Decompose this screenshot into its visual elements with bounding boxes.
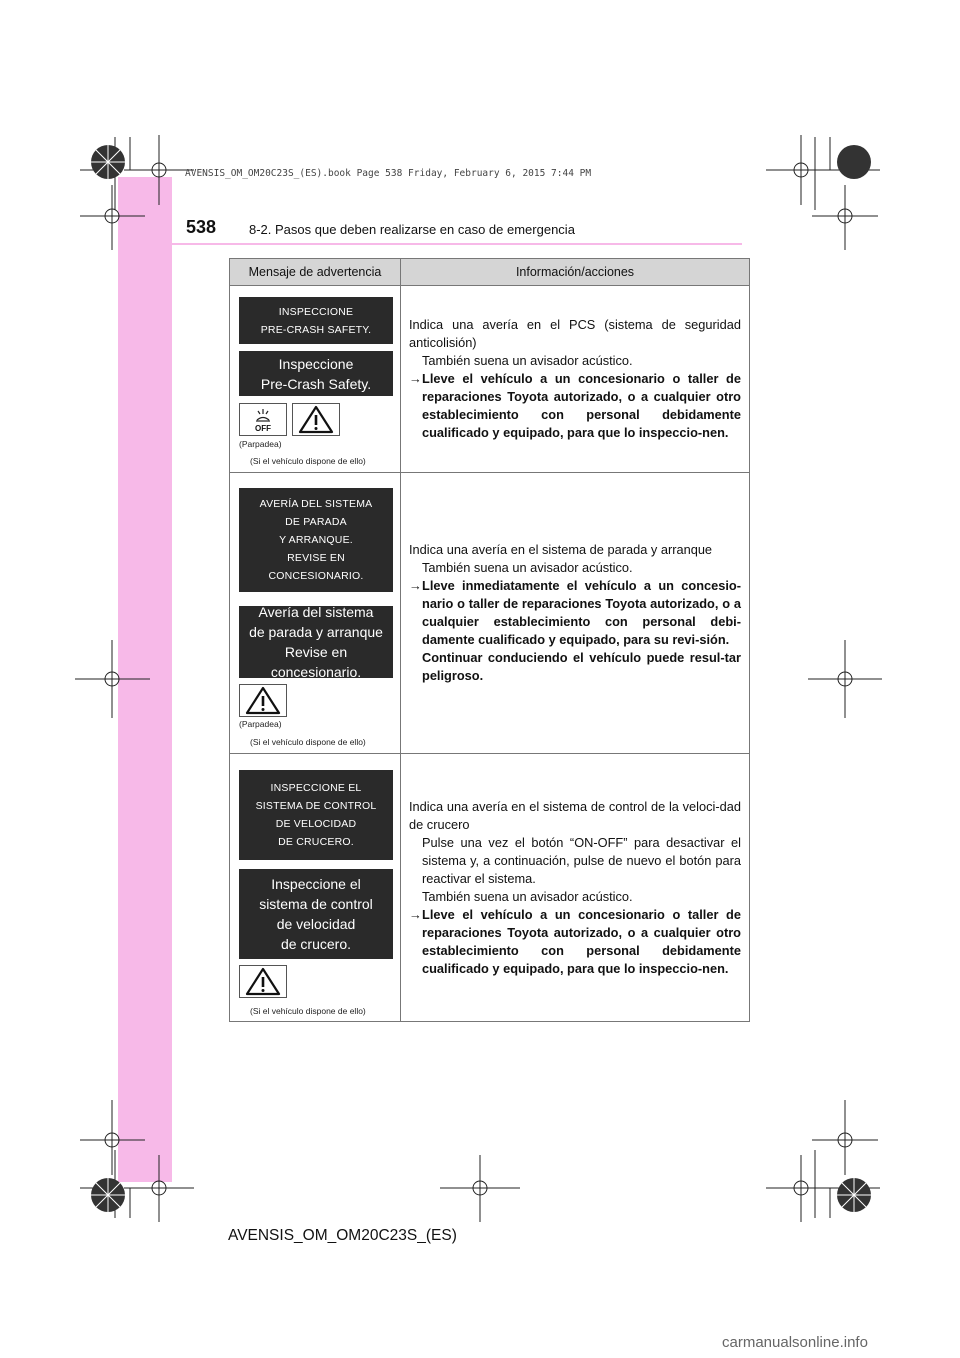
press-text: Pulse una vez el botón “ON-OFF” para desactivar el sistema y, a continuación, pulse de nuevo el botón para reactivar el sistema.	[422, 834, 741, 886]
equipped-note: (Si el vehículo dispone de ello)	[250, 456, 366, 466]
pcs-off-icon	[239, 403, 287, 436]
svg-text:OFF: OFF	[255, 424, 271, 433]
col-header-warning: Mensaje de advertencia	[230, 259, 401, 286]
display-message-uppercase: INSPECCIONE PRE-CRASH SAFETY.	[239, 297, 393, 344]
buzzer-text: También suena un avisador acústico.	[422, 353, 633, 368]
warning-triangle-icon	[239, 965, 287, 998]
buzzer-text: También suena un avisador acústico.	[422, 560, 633, 575]
book-info: AVENSIS_OM_OM20C23S_(ES).book Page 538 Friday, February 6, 2015 7:44 PM	[185, 168, 592, 179]
info-text: Indica una avería en el sistema de control de la veloci-dad de crucero	[409, 798, 741, 832]
arrow-icon: →	[409, 371, 422, 386]
warning-table	[229, 258, 750, 1022]
danger-text: Continuar conduciendo el vehículo puede resul-tar peligroso.	[422, 650, 741, 683]
equipped-note: (Si el vehículo dispone de ello)	[250, 737, 366, 747]
footer-code: AVENSIS_OM_OM20C23S_(ES)	[228, 1227, 457, 1244]
arrow-icon: →	[409, 906, 422, 922]
warning-triangle-icon	[239, 684, 287, 717]
blink-note: (Parpadea)	[239, 719, 282, 729]
action-text: Lleve inmediatamente el vehículo a un concesio-nario o taller de reparaciones Toyota autorizado, o a cualquier establecimiento con personal debi-damente cualificado y equipado, para su revi-sión.	[422, 578, 741, 647]
col-header-info: Información/acciones	[401, 259, 750, 286]
arrow-icon: →	[409, 578, 422, 593]
info-text: Indica una avería en el PCS (sistema de seguridad anticolisión)	[409, 317, 741, 350]
warning-triangle-icon	[292, 403, 340, 436]
table-row	[230, 473, 750, 754]
buzzer-text: También suena un avisador acústico.	[422, 888, 633, 904]
display-message-uppercase: AVERÍA DEL SISTEMA DE PARADA Y ARRANQUE. REVISE EN CONCESIONARIO.	[239, 488, 393, 592]
table-row	[230, 286, 750, 473]
equipped-note: (Si el vehículo dispone de ello)	[250, 1006, 366, 1016]
page-number: 538	[186, 217, 217, 237]
action-text: Lleve el vehículo a un concesionario o taller de reparaciones Toyota autorizado, o a cualquier otro establecimiento con personal debidamente cualificado y equipado, para que lo inspeccio-nen.	[422, 906, 741, 976]
action-text: Lleve el vehículo a un concesionario o taller de reparaciones Toyota autorizado, o a cualquier otro establecimiento con personal debidamente cualificado y equipado, para que lo inspeccio-nen.	[422, 371, 741, 440]
display-message-mid: Avería del sistema de parada y arranque Revise en concesionario.	[239, 606, 393, 678]
display-message-mid: Inspeccione el sistema de control de velocidad de crucero.	[239, 869, 393, 959]
display-message-uppercase: INSPECCIONE EL SISTEMA DE CONTROL DE VELOCIDAD DE CRUCERO.	[239, 770, 393, 860]
table-row	[230, 754, 750, 1022]
info-text: Indica una avería en el sistema de parada y arranque	[409, 542, 713, 557]
display-message-mid: Inspeccione Pre-Crash Safety.	[239, 351, 393, 396]
blink-note: (Parpadea)	[239, 439, 282, 449]
chapter-title: 8-2. Pasos que deben realizarse en caso de emergencia	[249, 222, 575, 237]
watermark: carmanualsonline.info	[722, 1334, 868, 1351]
